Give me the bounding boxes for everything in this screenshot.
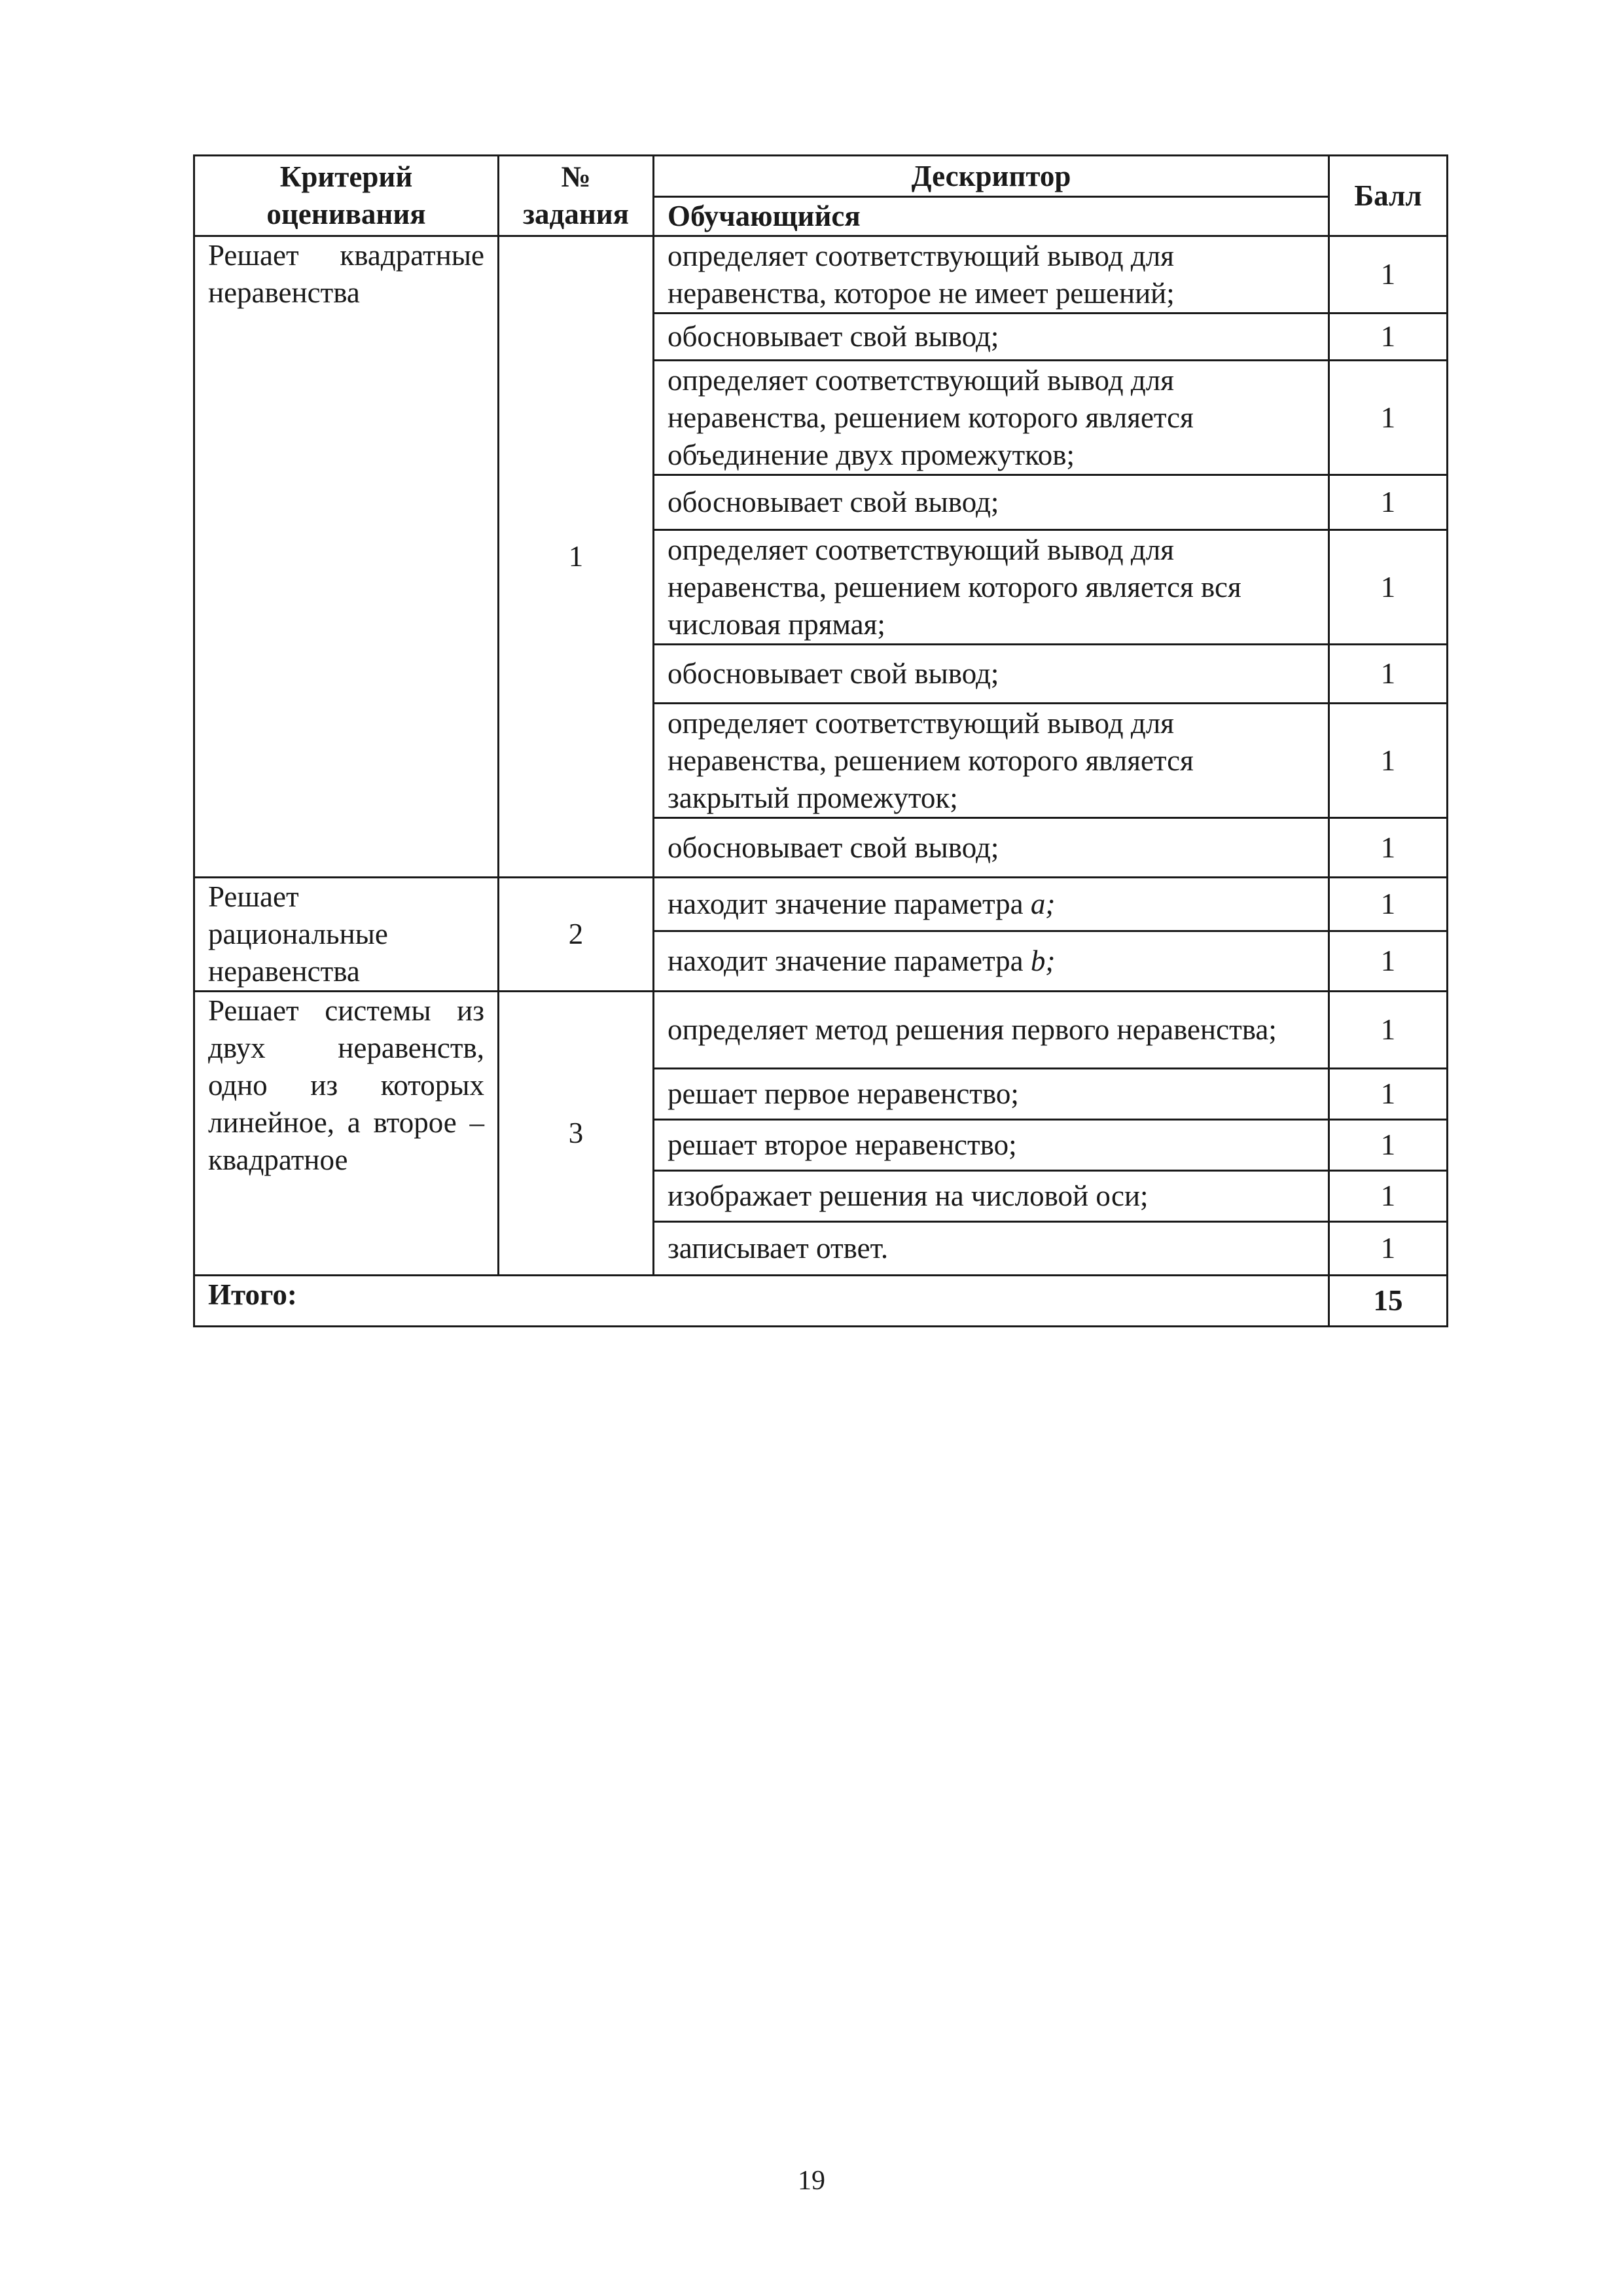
score-cell: 1 <box>1329 704 1448 818</box>
descriptor-cell: изображает решения на числовой оси; <box>654 1171 1329 1222</box>
score-cell: 1 <box>1329 645 1448 704</box>
score-cell: 1 <box>1329 1171 1448 1222</box>
score-cell: 1 <box>1329 361 1448 475</box>
task-number-cell: 3 <box>499 992 654 1276</box>
task-number-cell: 1 <box>499 236 654 878</box>
descriptor-cell: определяет соответствующий вывод для неравенства, решением которого является закрытый промежуток; <box>654 704 1329 818</box>
score-cell: 1 <box>1329 931 1448 992</box>
page-number: 19 <box>798 2166 825 2196</box>
table-row <box>194 878 1448 931</box>
descriptor-cell: обосновывает свой вывод; <box>654 818 1329 878</box>
header-score: Балл <box>1329 156 1448 236</box>
descriptor-cell: определяет метод решения первого неравенства; <box>654 992 1329 1069</box>
descriptor-cell: решает первое неравенство; <box>654 1069 1329 1120</box>
score-cell: 1 <box>1329 818 1448 878</box>
descriptor-cell: определяет соответствующий вывод для неравенства, решением которого является объединение двух промежутков; <box>654 361 1329 475</box>
descriptor-cell: обосновывает свой вывод; <box>654 314 1329 361</box>
score-cell: 1 <box>1329 236 1448 314</box>
total-row <box>194 1276 1448 1327</box>
parameter-symbol: b; <box>1030 944 1056 977</box>
criterion-cell: Решает квадратные неравенства <box>194 236 499 878</box>
score-cell: 1 <box>1329 530 1448 645</box>
header-descriptor: Дескриптор <box>654 156 1329 197</box>
header-row <box>194 156 1448 197</box>
score-cell: 1 <box>1329 1222 1448 1276</box>
descriptor-text: находит значение параметра <box>668 944 1024 977</box>
descriptor-cell: решает второе неравенство; <box>654 1120 1329 1171</box>
score-cell: 1 <box>1329 992 1448 1069</box>
assessment-rubric-table <box>193 154 1448 1327</box>
parameter-symbol: a; <box>1030 888 1056 920</box>
total-score: 15 <box>1329 1276 1448 1327</box>
score-cell: 1 <box>1329 475 1448 530</box>
header-criterion: Критерий оценивания <box>194 156 499 236</box>
criterion-cell: Решает системы из двух неравенств, одно из которых линейное, а второе – квадратное <box>194 992 499 1276</box>
criterion-cell: Решает рациональные неравенства <box>194 878 499 992</box>
header-task-number: № задания <box>499 156 654 236</box>
descriptor-cell <box>654 931 1329 992</box>
task-number-cell: 2 <box>499 878 654 992</box>
score-cell: 1 <box>1329 878 1448 931</box>
score-cell: 1 <box>1329 1069 1448 1120</box>
descriptor-cell: определяет соответствующий вывод для неравенства, которое не имеет решений; <box>654 236 1329 314</box>
table-row <box>194 992 1448 1069</box>
score-cell: 1 <box>1329 1120 1448 1171</box>
descriptor-cell: определяет соответствующий вывод для неравенства, решением которого является вся числовая прямая; <box>654 530 1329 645</box>
descriptor-cell: обосновывает свой вывод; <box>654 645 1329 704</box>
descriptor-cell: обосновывает свой вывод; <box>654 475 1329 530</box>
descriptor-cell: записывает ответ. <box>654 1222 1329 1276</box>
header-learner: Обучающийся <box>654 197 1329 236</box>
table-row <box>194 236 1448 314</box>
total-label: Итого: <box>194 1276 1329 1327</box>
score-cell: 1 <box>1329 314 1448 361</box>
descriptor-text: находит значение параметра <box>668 888 1024 920</box>
descriptor-cell <box>654 878 1329 931</box>
